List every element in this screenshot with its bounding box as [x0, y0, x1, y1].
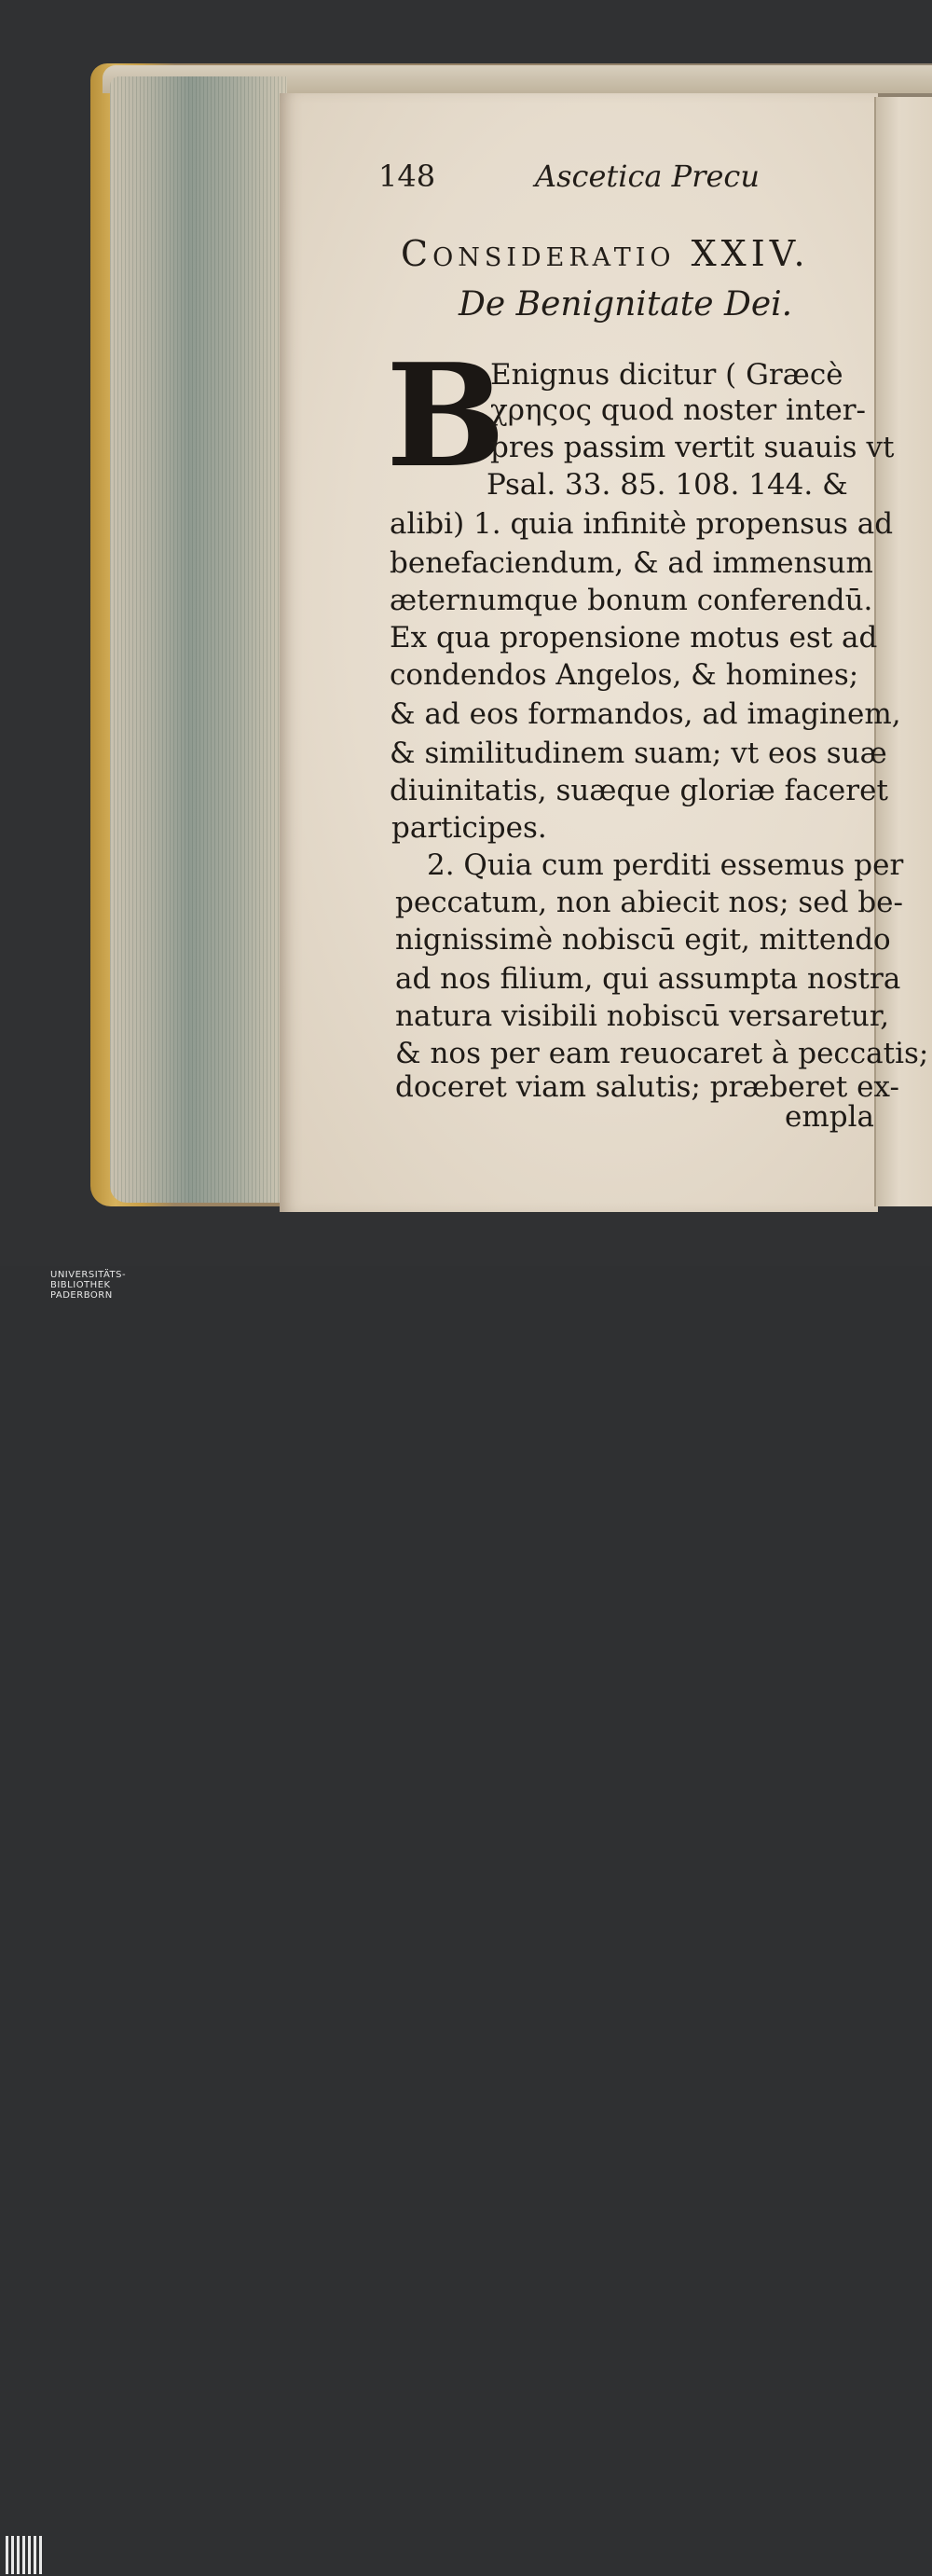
logo-text-line2: BIBLIOTHEK [50, 1280, 111, 1290]
text-line: Enignus dicitur ( Græcè [490, 358, 843, 392]
text-line: æternumque bonum conferendū. [390, 584, 873, 617]
text-line: condendos Angelos, & homines; [390, 658, 859, 692]
catchword: empla [785, 1100, 874, 1134]
page-number: 148 [378, 158, 436, 194]
text-line: χρηςος quod noster inter- [490, 393, 866, 427]
logo-text-line3: PADERBORN [50, 1290, 113, 1301]
running-title: Ascetica Precu [535, 158, 760, 194]
text-line: participes. [391, 811, 547, 845]
drop-cap: B [386, 332, 506, 499]
book-scan [0, 0, 932, 1266]
footer-bar [0, 1266, 932, 1312]
text-line: & similitudinem suam; vt eos suæ [390, 737, 887, 770]
text-line: & nos per eam reuocaret à peccatis; [395, 1037, 929, 1070]
text-line: ad nos filium, qui assumpta nostra [395, 962, 901, 996]
text-line: alibi) 1. quia infinitè propensus ad [390, 507, 894, 541]
page-edges-side [110, 76, 287, 1203]
logo-text-line1: UNIVERSITÄTS- [50, 1270, 127, 1280]
text-line: benefaciendum, & ad immensum [390, 546, 873, 580]
text-line: peccatum, non abiecit nos; sed be- [395, 886, 903, 919]
chapter-heading: Consideratio XXIV. [401, 233, 810, 274]
chapter-subheading: De Benignitate Dei. [459, 285, 793, 324]
text-line: & ad eos formandos, ad imaginem, [390, 697, 901, 731]
text-line: doceret viam salutis; præberet ex- [395, 1070, 899, 1104]
library-logo-icon [6, 2534, 43, 2576]
text-line: nignissimè nobiscū egit, mittendo [395, 923, 891, 957]
text-line: natura visibili nobiscū versaretur, [395, 999, 890, 1033]
text-line: Psal. 33. 85. 108. 144. & [487, 468, 848, 502]
text-line: pres passim vertit suauis vt [490, 431, 895, 464]
text-line: 2. Quia cum perditi essemus per [427, 848, 904, 882]
text-line: Ex qua propensione motus est ad [390, 621, 878, 654]
text-line: diuinitatis, suæque gloriæ faceret [390, 774, 888, 807]
